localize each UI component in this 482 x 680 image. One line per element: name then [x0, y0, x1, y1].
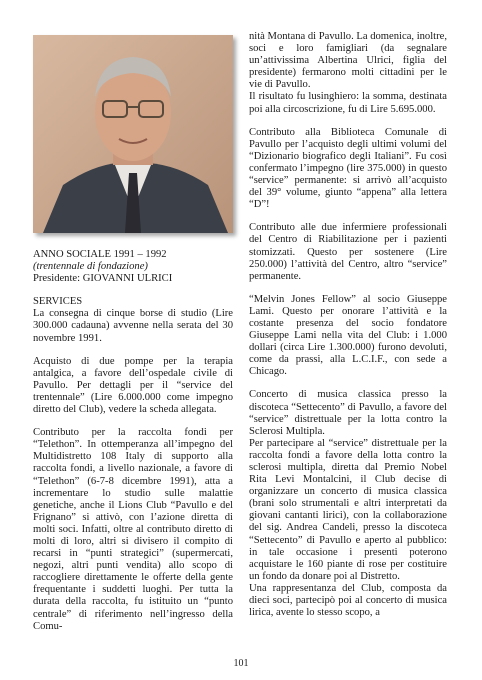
services-heading: SERVICES: [33, 296, 83, 308]
paragraph-concert-title: Concerto di musica classica presso la discoteca “Settecento” di Pavullo, a favore del “service” distrettuale per la lotta contro la Sclerosi Multipla.: [249, 389, 447, 437]
right-column: [249, 31, 447, 619]
left-column: [33, 249, 233, 644]
paragraph-scholarships: La consegna di cinque borse di studio (Lire 300.000 cadauna) avvenne nella serata del 30 novembre 1991.: [33, 308, 233, 344]
paragraph-telethon-cont: nità Montana di Pavullo. La domenica, inoltre, soci e loro famigliari (da segnalare un’attivissima Albertina Ulrici, figlia del presidente) fermarono molti cittadini per le vie di Pavullo.: [249, 31, 447, 91]
portrait-illustration: [33, 35, 233, 233]
paragraph-concert-detail: Per partecipare al “service” distrettuale per la raccolta fondi a favore della lotta contro la sclerosi multipla, diretta dal Premio Nobel Rita Levi Montalcini, il Club decise di organizzare un concerto di musica classica (brani solo strumentali e altri interpretati da giovani cantanti lirici), con la collaborazione del sig. Andrea Candeli, presso la discoteca “Settecento” di Pavullo e aperto al pubblico: in tale occasione i presenti poterono acquistare le 160 piante di rose per costituire un fondo da donare poi al Distretto.: [249, 437, 447, 582]
year-title: ANNO SOCIALE 1991 – 1992: [33, 249, 167, 260]
paragraph-melvin-jones: “Melvin Jones Fellow” al socio Giuseppe Lami. Questo per onorare l’attività e la costante presenza del socio fondatore Giuseppe Lami nella vita del Club: i 1.000 dollari (circa Lire 1.300.000) furono devoluti, come da prassi, alla L.C.I.F., con sede a Chicago.: [249, 293, 447, 378]
paragraph-library: Contributo alla Biblioteca Comunale di Pavullo per l’acquisto degli ultimi volumi del “Dizionario biografico degli Italiani”. Fu così confermato l’impegno (lire 375.000) in questo “service” permanente: si arrivò all’acquisto del 39° volume, giunto “appena” alla lettera “D”!: [249, 126, 447, 211]
portrait-photo: [33, 35, 233, 233]
paragraph-delegation: Una rappresentanza del Club, composta da dieci soci, partecipò poi al concerto di musica lirica, avente lo stesso scopo, a: [249, 582, 447, 619]
president-line: Presidente: GIOVANNI ULRICI: [33, 273, 173, 285]
paragraph-nurses: Contributo alle due infermiere professionali del Centro di Riabilitazione per i pazienti stomizzati. Questo per sostenere (Lire 250.000) l’attività del Centro, altro “service” permanente.: [249, 222, 447, 282]
paragraph-result: Il risultato fu lusinghiero: la somma, destinata poi alla circoscrizione, fu di Lire 5.695.000.: [249, 91, 447, 115]
paragraph-pumps: Acquisto di due pompe per la terapia antalgica, a favore dell’ospedale civile di Pavullo. Per dettagli per il “service del trentennale” (Lire 6.000.000 come impegno diretto del Club), vedere la scheda allegata.: [33, 355, 233, 416]
paragraph-telethon: Contributo per la raccolta fondi per “Telethon”. In ottemperanza all’impegno del Multidistretto 108 Italy di supporto alla raccolta fondi, a livello nazionale, a favore di “Telethon” (6-7-8 dicembre 1991), atta a incrementare lo studio sulle malattie genetiche, anche il Lions Club “Pavullo e del Frignano” si attivò, con l’azione diretta di molti soci. Infatti, oltre al contributo diretto di molti di loro, altri si divisero il compito di recarsi in “punti strategici” (supermercati, negozi, altri punti vendita) allo scopo di raccogliere direttamente le offerte della gente frequentante i suddetti luoghi. Per tutta la durata della raccolta, fu istituito un “punto centrale” di riferimento nell’ingresso della Comu-: [33, 427, 233, 632]
year-subtitle: (trentennale di fondazione): [33, 261, 148, 273]
year-heading-block: [33, 249, 233, 285]
page-number: 101: [233, 658, 249, 669]
